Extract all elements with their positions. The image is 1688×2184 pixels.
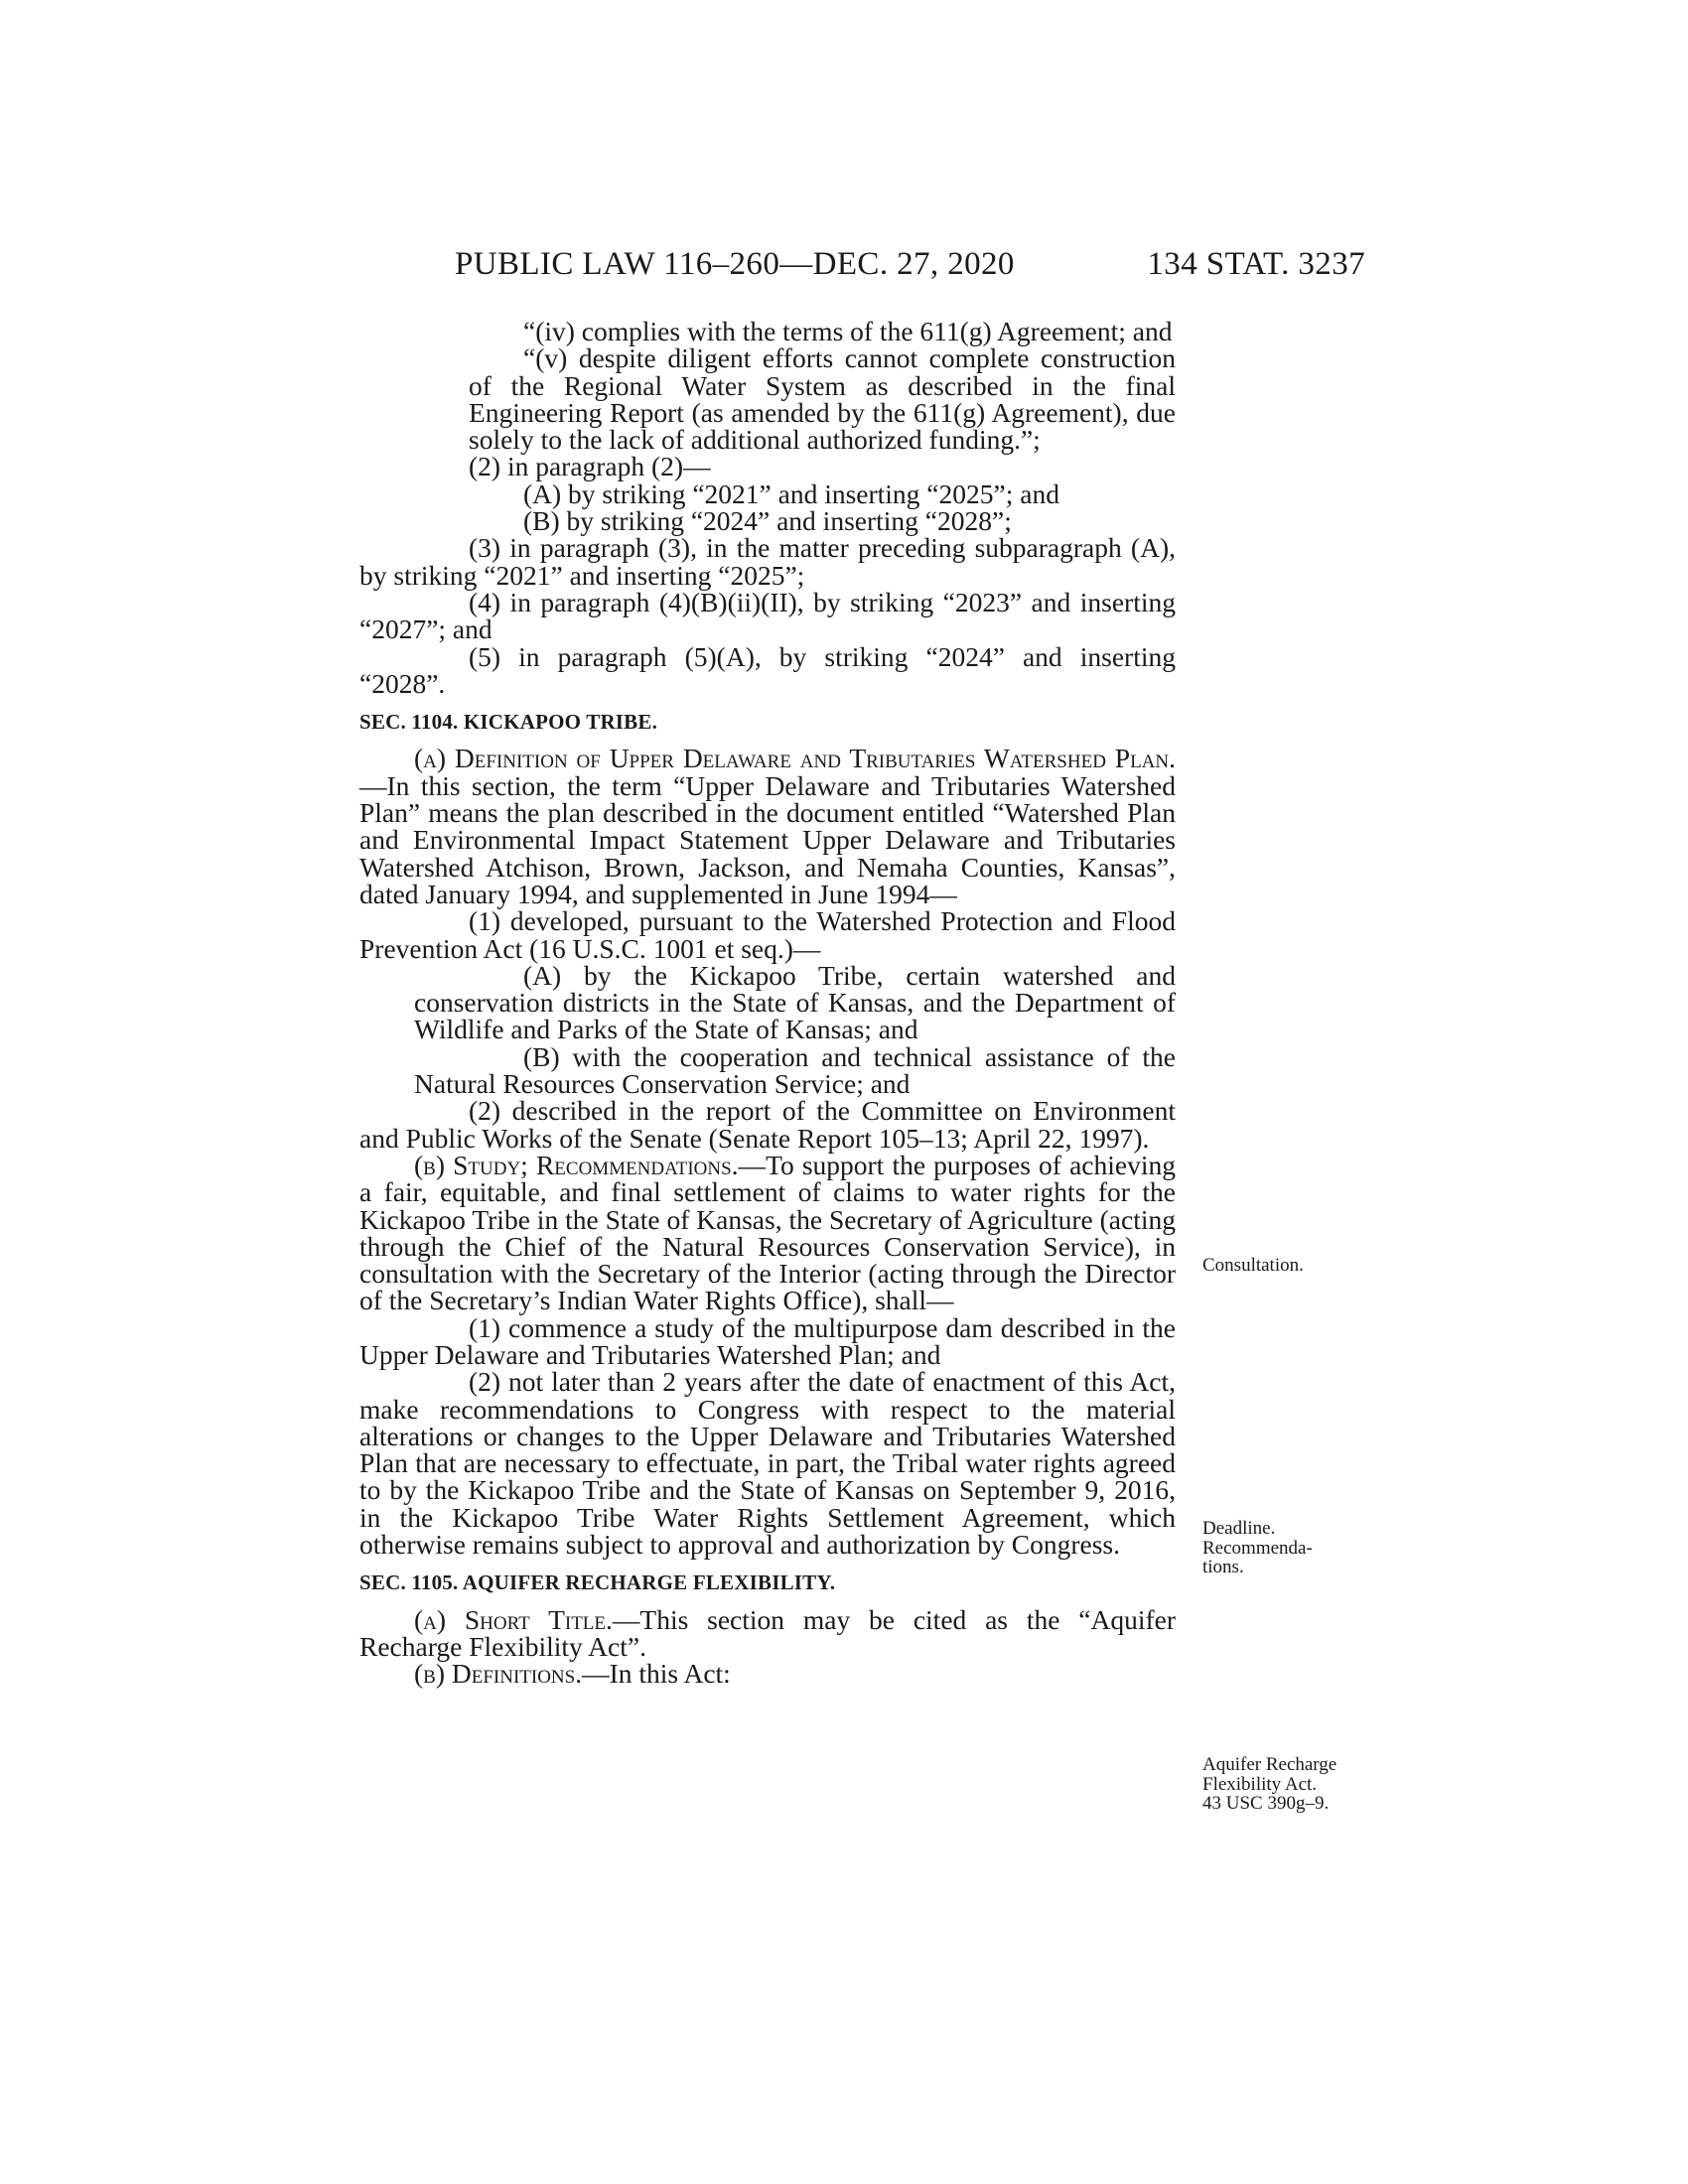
- subsection-a-caption: (a) Definition of Upper Delaware and Tributaries Watershed Plan.—: [359, 743, 1176, 801]
- paragraph-2: (2) in paragraph (2)—: [469, 451, 711, 482]
- subparagraph-2A: (A) by striking “2021” and inserting “2025”; and: [523, 478, 1059, 509]
- subsection-a-paragraph-2: (2) described in the report of the Committee on Environment and Public Works of the Senate (Senate Report 105–13; April 22, 1997).: [359, 1095, 1176, 1154]
- clause-v: “(v) despite diligent efforts cannot complete construction of the Regional Water System as described in the final Engineering Report (as amended by the 611(g) Agreement), due solely to the lack of additional authorized funding.”;: [469, 342, 1176, 456]
- paragraph-4: (4) in paragraph (4)(B)(ii)(II), by striking “2023” and inserting “2027”; and: [359, 586, 1176, 645]
- subsection-b-1104: [359, 1149, 1176, 1316]
- clause-iv: “(iv) complies with the terms of the 611(g) Agreement; and: [523, 316, 1173, 346]
- subsection-b-text: To support the purposes of achieving a fair, equitable, and final settlement of claims to water rights for the Kickapoo Tribe in the State of Kansas, the Secretary of Agriculture (acting through the Chief of the Natural Resources Conservation Service), in consultation with the Secretary of the Interior (acting through the Director of the Secretary’s Indian Water Rights Office), shall—: [359, 1149, 1176, 1316]
- subsection-b-paragraph-2: (2) not later than 2 years after the date of enactment of this Act, make recommendations to Congress with respect to the material alterations or changes to the Upper Delaware and Tributaries Watershed Plan that are necessary to effectuate, in part, the Tribal water rights agreed to by the Kickapoo Tribe and the State of Kansas on September 9, 2016, in the Kickapoo Tribe Water Rights Settlement Agreement, which otherwise remains subject to approval and authorization by Congress.: [359, 1366, 1176, 1561]
- subsection-b-paragraph-1: (1) commence a study of the multipurpose dam described in the Upper Delaware and Tributaries Watershed Plan; and: [359, 1311, 1176, 1370]
- short-title-caption: (a) Short Title.—: [414, 1603, 640, 1635]
- paragraph-5: (5) in paragraph (5)(A), by striking “2024” and inserting “2028”.: [359, 640, 1176, 699]
- subparagraph-2B: (B) by striking “2024” and inserting “2028”;: [523, 505, 1012, 537]
- section-1104-heading: SEC. 1104. KICKAPOO TRIBE.: [359, 710, 658, 735]
- subsection-b-1105: [359, 1658, 1176, 1690]
- running-header-page-number: 134 STAT. 3237: [1147, 246, 1365, 282]
- subsection-b-caption: (b) Study; Recommendations.—: [414, 1149, 767, 1180]
- subsection-a-1104: [359, 745, 1176, 907]
- subsection-a-subparagraph-B: (B) with the cooperation and technical assistance of the Natural Resources Conservation Service; and: [414, 1040, 1176, 1100]
- subsection-a-text: In this section, the term “Upper Delaware and Tributaries Watershed Plan” means the plan described in the document entitled “Watershed Plan and Environmental Impact Statement Upper Delaware and Tributaries Watershed Atchison, Brown, Jackson, and Nemaha Counties, Kansas”, dated January 1994, and supplemented in June 1994—: [359, 769, 1176, 909]
- paragraph-3: (3) in paragraph (3), in the matter preceding subparagraph (A), by striking “2021” and inserting “2025”;: [359, 532, 1176, 591]
- short-title-text: This section may be cited as the “Aquifer Recharge Flexibility Act”.: [359, 1603, 1176, 1662]
- law-text-body: [359, 318, 1176, 1688]
- definitions-text: In this Act:: [609, 1658, 731, 1690]
- section-1105-heading: SEC. 1105. AQUIFER RECHARGE FLEXIBILITY.: [359, 1570, 836, 1595]
- definitions-caption: (b) Definitions.—: [414, 1658, 610, 1690]
- subsection-a-1105: [359, 1603, 1176, 1662]
- margin-note-aquifer: Aquifer Recharge Flexibility Act. 43 USC 390g–9.: [1202, 1754, 1337, 1814]
- margin-note-consultation: Consultation.: [1202, 1255, 1304, 1276]
- subsection-a-paragraph-1: (1) developed, pursuant to the Watershed Protection and Flood Prevention Act (16 U.S.C. 1001 et seq.)—: [359, 905, 1176, 964]
- running-header-title: PUBLIC LAW 116–260—DEC. 27, 2020: [455, 246, 1015, 282]
- subsection-a-subparagraph-A: (A) by the Kickapoo Tribe, certain watershed and conservation districts in the State of Kansas, and the Department of Wildlife and Parks of the State of Kansas; and: [414, 959, 1176, 1045]
- margin-note-deadline: Deadline. Recommenda- tions.: [1202, 1518, 1313, 1577]
